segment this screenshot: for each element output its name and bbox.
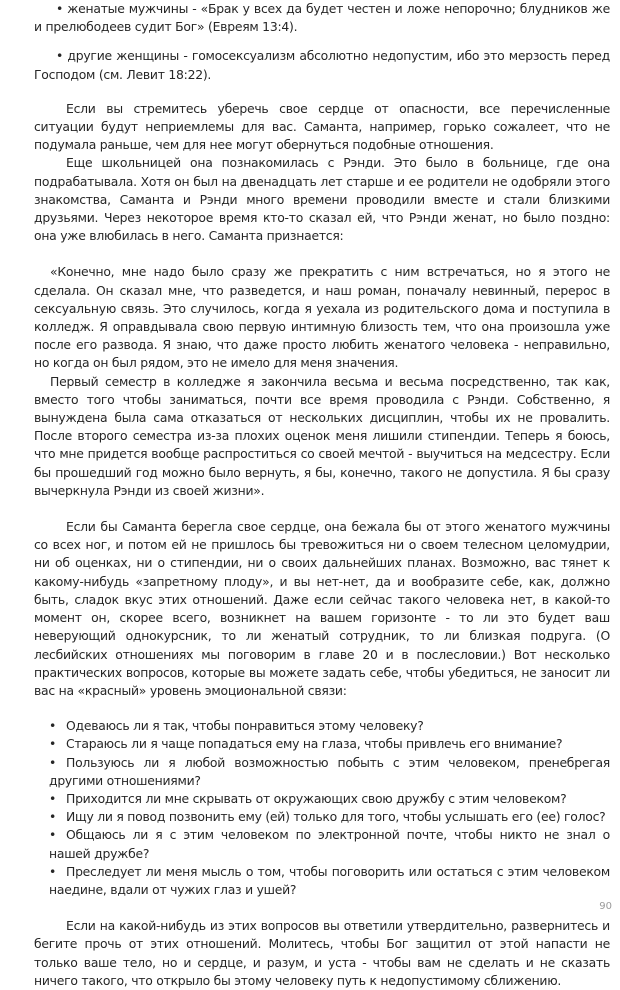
- paragraph-conclusion: Если на какой-нибудь из этих вопросов вы ответили утвердительно, развернитесь и бегите прочь от этих отношений. Молитесь, чтобы Бог защитил от этой напасти не только ваше тело, но и сердце, и разум, и уста - чтобы вам не сделать и не сказать ничего такого, что открыло бы этому человеку путь к недопустимому сближению.: [34, 918, 610, 988]
- quote-samantha-part-1: «Конечно, мне надо было сразу же прекратить с ним встречаться, но я этого не сделала. Он сказал мне, что разведется, и наш роман, поначалу невинный, перерос в сексуальную связь. Это случилось, когда я уехала из родительского дома и поступила в колледж. Я оправдывала свою первую интимную близость тем, что она произошла уже после его развода. Я знаю, что даже просто любить женатого человека - неправильно, но когда он был рядом, это не имело для меня значения.: [34, 264, 610, 371]
- bullet-icon: •: [49, 827, 57, 843]
- bullet-icon: •: [49, 809, 57, 825]
- bullet-other-women: • другие женщины - гомосексуализм абсолютно недопустим, ибо это мерзость перед Господом (см. Левит 18:22).: [34, 48, 610, 82]
- question-item: • Ищу ли я повод позвонить ему (ей) только для того, чтобы услышать его (ее) голос?: [49, 808, 610, 826]
- page-number: 90: [599, 900, 612, 912]
- question-item: • Стараюсь ли я чаще попадаться ему на глаза, чтобы привлечь его внимание?: [49, 735, 610, 753]
- question-item: • Пользуюсь ли я любой возможностью побыть с этим человеком, пренебрегая другими отношениями?: [49, 754, 610, 788]
- question-item: • Приходится ли мне скрывать от окружающих свою дружбу с этим человеком?: [49, 790, 610, 808]
- question-item: • Преследует ли меня мысль о том, чтобы поговорить или остаться с этим человеком наедине, вдали от чужих глаз и ушей?: [49, 863, 610, 897]
- bullet-married-men: • женатые мужчины - «Брак у всех да будет честен и ложе непорочно; блудников же и прелюбодеев судит Бог» (Евреям 13:4).: [34, 1, 610, 35]
- quote-samantha-part-2: Первый семестр в колледже я закончила весьма и весьма посредственно, так как, вместо того чтобы заниматься, почти все время проводила с Рэнди. Собственно, я вынуждена была сама отказаться от нескольких дисциплин, чтобы их не провалить. После второго семестра из-за плохих оценок меня лишили стипендии. Теперь я боюсь, что мне придется вообще распроститься со своей мечтой - выучиться на медсестру. Если бы прошедший год можно было вернуть, я бы, конечно, такого не допустила. Я бы сразу вычеркнула Рэнди из своей жизни».: [34, 373, 610, 498]
- bullet-icon: •: [49, 754, 57, 770]
- paragraph-samantha-story: Еще школьницей она познакомилась с Рэнди. Это было в больнице, где она подрабатывала. Хотя он был на двенадцать лет старше и ее родители не одобряли этого знакомства, Саманта и Рэнди много времени проводили вместе и стали близкими друзьями. Через некоторое время кто-то сказал ей, что Рэнди женат, но было поздно: она уже влюбилась в него. Саманта признается:: [34, 155, 610, 244]
- bullet-icon: •: [49, 790, 57, 806]
- paragraph-intro: Если вы стремитесь уберечь свое сердце от опасности, все перечисленные ситуации будут неприемлемы для вас. Саманта, например, горько сожалеет, что не подумала раньше, чем для нее могут обернуться подобные отношения.: [34, 100, 610, 153]
- questions-list: [34, 717, 610, 899]
- question-item: • Общаюсь ли я с этим человеком по электронной почте, чтобы никто не знал о нашей дружбе?: [49, 827, 610, 861]
- bullet-icon: •: [49, 736, 57, 752]
- bullet-icon: •: [49, 863, 57, 879]
- question-item: • Одеваюсь ли я так, чтобы понравиться этому человеку?: [49, 717, 610, 735]
- paragraph-guard-heart: Если бы Саманта берегла свое сердце, она бежала бы от этого женатого мужчины со всех ног, и потом ей не пришлось бы тревожиться ни о своем телесном целомудрии, ни об оценках, ни о стипендии, ни о своих дальнейших планах. Возможно, вас тянет к какому-нибудь «запретному плоду», и вы нет-нет, да и вообразите себе, как, должно быть, сладок вкус этих отношений. Даже если сейчас такого человека нет, в какой-то момент он, скорее всего, возникнет на вашем горизонте - то ли это будет ваш неверующий однокурсник, то ли женатый сотрудник, то ли близкая подруга. (О лесбийских отношениях мы поговорим в главе 20 и в послесловии.) Вот несколько практических вопросов, которые вы можете задать себе, чтобы убедиться, не заносит ли вас на «красный» уровень эмоциональной связи:: [34, 519, 610, 698]
- bullet-icon: •: [49, 718, 57, 734]
